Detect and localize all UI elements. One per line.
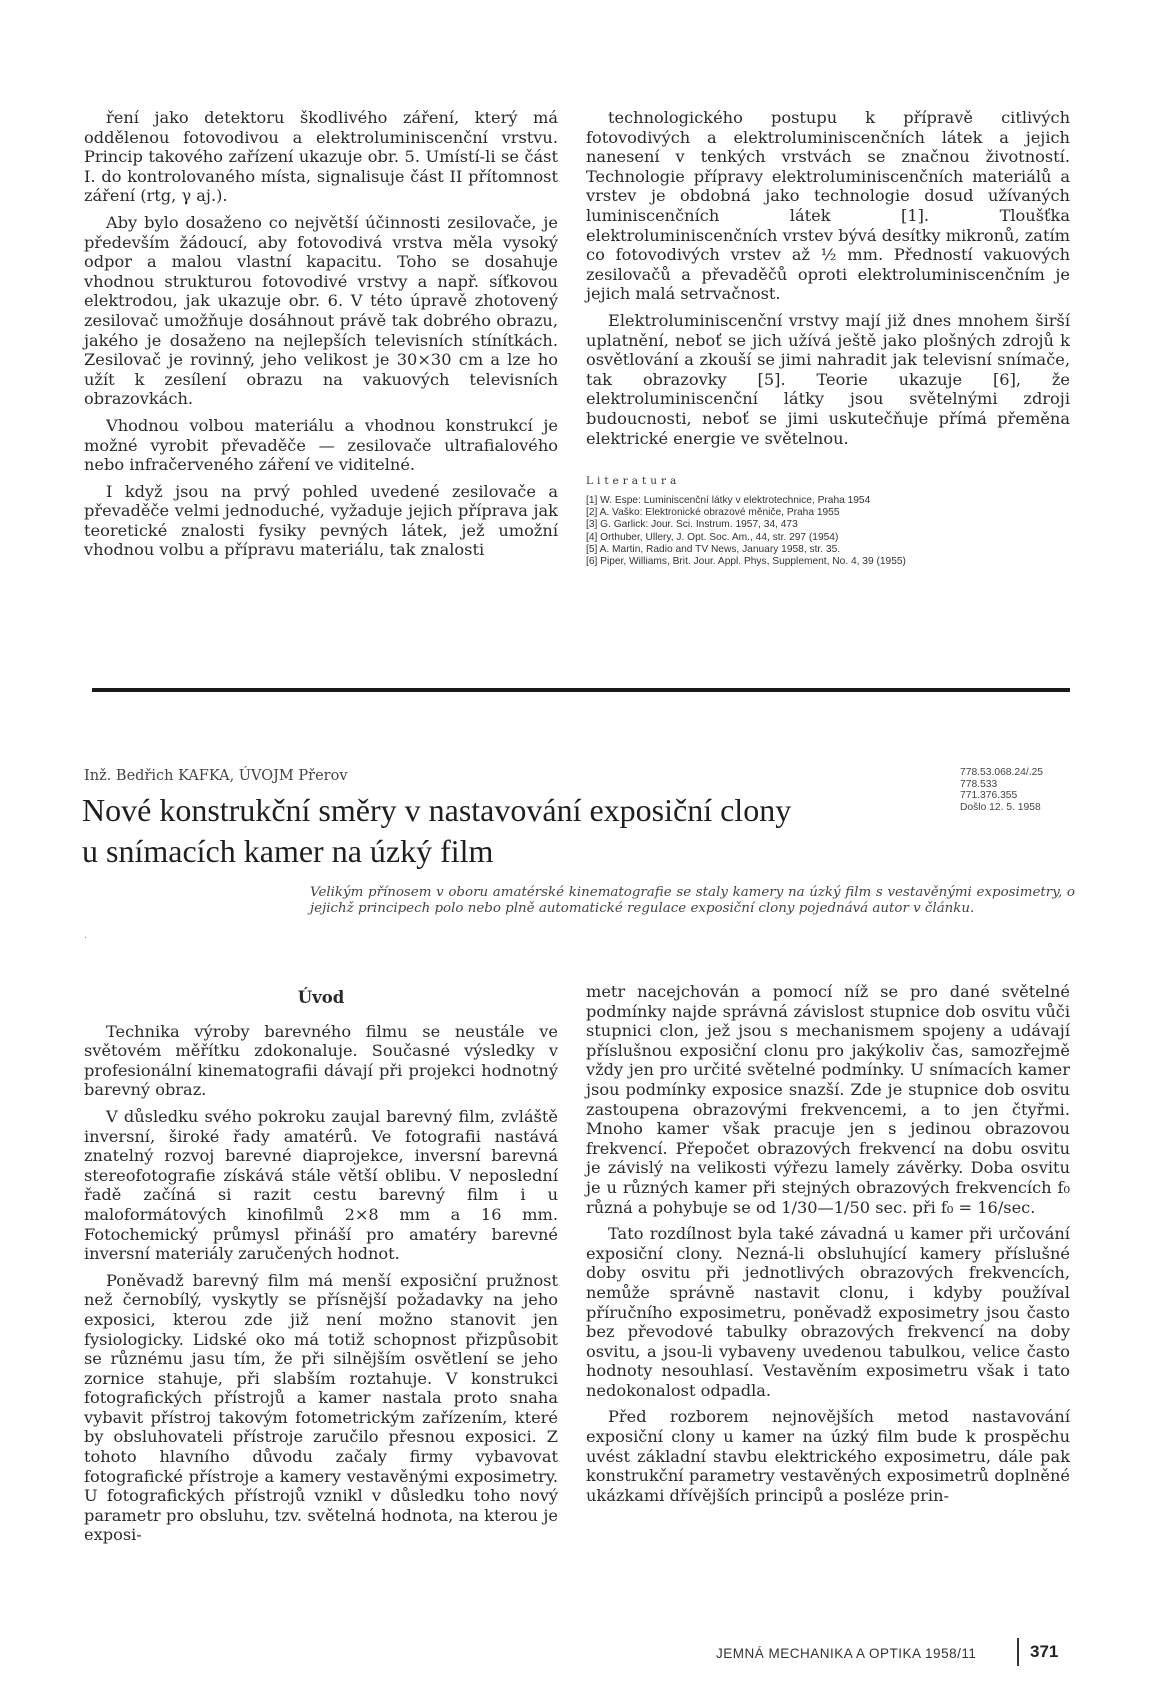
udc-code: 778.533 — [960, 778, 998, 790]
bottom-right-column — [586, 982, 1070, 1505]
reference-item: [2] A. Vaško: Elektronické obrazové měniče, Praha 1955 — [586, 507, 840, 519]
paragraph: technologického postupu k přípravě citlivých fotovodivých a elektroluminiscenčních látek a jejich nanesení v tenkých vrstvách se značnou životností. Technologie přípravy elektroluminiscenčních materiálů a vrstev je obdobná jako technologie dosud užívaných luminiscenčních látek [1]. Tloušťka elektroluminiscenčních vrstev bývá desítky mikronů, zatím co fotovodivých vrstev až ½ mm. Předností vakuových zesilovačů a převaděčů oproti elektroluminiscenčním je jejich malá setrvačnost. — [586, 108, 1070, 304]
reference-item: [4] Orthuber, Ullery, J. Opt. Soc. Am., 44, str. 297 (1954) — [586, 531, 839, 543]
references-heading: Literatura — [586, 475, 681, 487]
article-author: Inž. Bedřich KAFKA, ÚVOJM Přerov — [84, 768, 348, 784]
reference-item: [6] Piper, Williams, Brit. Jour. Appl. Phys, Supplement, No. 4, 39 (1955) — [586, 556, 906, 568]
section-divider — [92, 688, 1070, 692]
paragraph: I když jsou na prvý pohled uvedené zesilovače a převaděče velmi jednoduché, vyžaduje jejich příprava jak teoretické znalosti fysiky pevných látek, jež umožní vhodnou volbu a přípravu materiálu, tak znalosti — [84, 481, 558, 560]
reference-item: [5] A. Martin, Radio and TV News, January 1958, str. 35. — [586, 543, 841, 555]
paragraph: Vhodnou volbou materiálu a vhodnou konstrukcí je možné vyrobit převaděče — zesilovače ultrafialového nebo infračerveného záření ve viditelné. — [84, 415, 558, 475]
paragraph: Tato rozdílnost byla také závadná u kamer při určování exposiční clony. Nezná-li obsluhující kamery příslušné doby osvitu při jednotlivých obrazových frekvencích, nemůže správně nastavit clonu, i kdyby používal příručního exposimetru, poněvadž exposimetry jsou často bez převodové tabulky obrazových frekvencí na doby osvitu, a jsou-li vybaveny uvedenou tabulkou, velice často hodnoty nesouhlasí. Vestavěním exposimetru však i tato nedokonalost odpadla. — [586, 1224, 1070, 1400]
page-number: 371 — [1030, 1642, 1059, 1661]
received-date: Došlo 12. 5. 1958 — [960, 801, 1041, 813]
stray-mark: . — [84, 930, 88, 941]
paragraph: ření jako detektoru škodlivého záření, který má oddělenou fotovodivou a elektroluminiscenční vrstvu. Princip takového zařízení ukazuje obr. 5. Umístí-li se část I. do kontrolovaného místa, signalisuje část II přítomnost záření (rtg, γ aj.). — [84, 108, 558, 206]
paragraph: Elektroluminiscenční vrstvy mají již dnes mnohem širší uplatnění, neboť se jich užívá ještě jako plošných zdrojů k osvětlování a zkouší se jimi nahradit jak televisní snímače, tak obrazovky [5]. Teorie ukazuje [6], že elektroluminiscenční látky jsou světelnými zdroji budoucnosti, neboť se jimi uskutečňuje přímá přeměna elektrické energie ve světelnou. — [586, 310, 1070, 448]
article-title-line: Nové konstrukční směry v nastavování exposiční clony — [82, 792, 792, 828]
udc-code: 771.376.355 — [960, 790, 1018, 802]
paragraph: Před rozborem nejnovějších metod nastavování exposiční clony u kamer na úzký film bude k prospěchu uvést základní stavbu elektrického exposimetru, dále pak konstrukční parametry vestavěných exposimetrů doplněné ukázkami dřívějších principů a posléze prin- — [586, 1407, 1070, 1505]
footer-separator — [1017, 1638, 1019, 1666]
paragraph: Technika výroby barevného filmu se neustále ve světovém měřítku zdokonaluje. Současné výsledky v profesionální kinematografii dávají při projekci hodnotný barevný obraz. — [84, 1021, 558, 1100]
article-title-line: u snímacích kamer na úzký film — [82, 833, 494, 869]
paragraph: metr nacejchován a pomocí níž se pro dané světelné podmínky najde správná závislost stupnice dob osvitu vůči stupnici clon, jež jsou s mechanismem spojeny a udávají příslušnou exposiční clonu pro jakýkoliv čas, samozřejmě vždy jen pro určité světelné podmínky. U snímacích kamer jsou podmínky exposice snazší. Zde je stupnice dob osvitu zastoupena obrazovými frekvencemi, a to jen čtyřmi. Mnoho kamer však pracuje jen s jedinou obrazovou frekvencí. Přepočet obrazových frekvencí na dobu osvitu je závislý na velikosti výřezu lamely závěrky. Doba osvitu je u různých kamer při stejných obrazových frekvencích f₀ různá a pohybuje se od 1/30—1/50 sec. při f₀ = 16/sec. — [586, 982, 1070, 1217]
article-title — [82, 790, 942, 872]
reference-item: [3] G. Garlick: Jour. Sci. Instrum. 1957, 34, 473 — [586, 519, 798, 531]
paragraph: Poněvadž barevný film má menší exposiční pružnost než černobílý, vyskytly se přísnější požadavky na jeho exposici, kterou zde již není možno stanovit jen fysiologicky. Lidské oko má totiž schopnost přizpůsobit se různému jasu tím, že při silnějším osvětlení se jeho zornice stahuje, při slabším roztahuje. V konstrukci fotografických přístrojů a kamer nastala proto snaha vybavit přístroj takovým fotometrickým zařízením, které by obsluhovateli přístroje zaručilo přesnou exposici. Z tohoto hlavního důvodu začaly firmy vybavovat fotografické přístroje a kamery vestavěnými exposimetry. U fotografických přístrojů vznikl v důsledku toho nový parametr pro obsluhu, tzv. světelná hodnota, na kterou je exposi- — [84, 1270, 558, 1545]
references-section — [586, 475, 1070, 568]
top-right-column — [586, 108, 1070, 448]
article-abstract: Velikým přínosem v oboru amatérské kinematografie se staly kamery na úzký film s vestavěnými exposimetry, o jejichž principech polo nebo plně automatické regulace exposiční clony pojednává autor v článku. — [310, 885, 1075, 917]
udc-classification — [960, 767, 1043, 813]
section-heading: Úvod — [297, 988, 345, 1007]
bottom-left-column — [84, 988, 558, 1545]
udc-code: 778.53.068.24/.25 — [960, 767, 1044, 778]
journal-footer: JEMNÁ MECHANIKA A OPTIKA 1958/11 — [716, 1646, 977, 1661]
reference-item: [1] W. Espe: Luminiscenční látky v elektrotechnice, Praha 1954 — [586, 495, 871, 506]
top-left-column — [84, 108, 558, 560]
paragraph: V důsledku svého pokroku zaujal barevný film, zvláště inversní, široké řady amatérů. Ve fotografii nastává znatelný rozvoj barevné diaprojekce, inversní barevná stereofotografie získává stále větší oblibu. V neposlední řadě začíná si razit cestu barevný film i u maloformátových kinofilmů 2×8 mm a 16 mm. Fotochemický průmysl přináší pro amatéry barevné inversní materiály zaručených hodnot. — [84, 1106, 558, 1264]
paragraph: Aby bylo dosaženo co největší účinnosti zesilovače, je především žádoucí, aby fotovodivá vrstva měla vysoký odpor a malou vlastní kapacitu. Toho se dosahuje vhodnou strukturou fotovodivé vrstvy a např. síťkovou elektrodou, jak ukazuje obr. 6. V této úpravě zhotovený zesilovač umožňuje dosáhnout právě tak dobrého obrazu, jakého je dosaženo na nejlepších televisních stínítkách. Zesilovač je rovinný, jeho velikost je 30×30 cm a lze ho užít k zesílení obrazu na vakuových televisních obrazovkách. — [84, 212, 558, 409]
